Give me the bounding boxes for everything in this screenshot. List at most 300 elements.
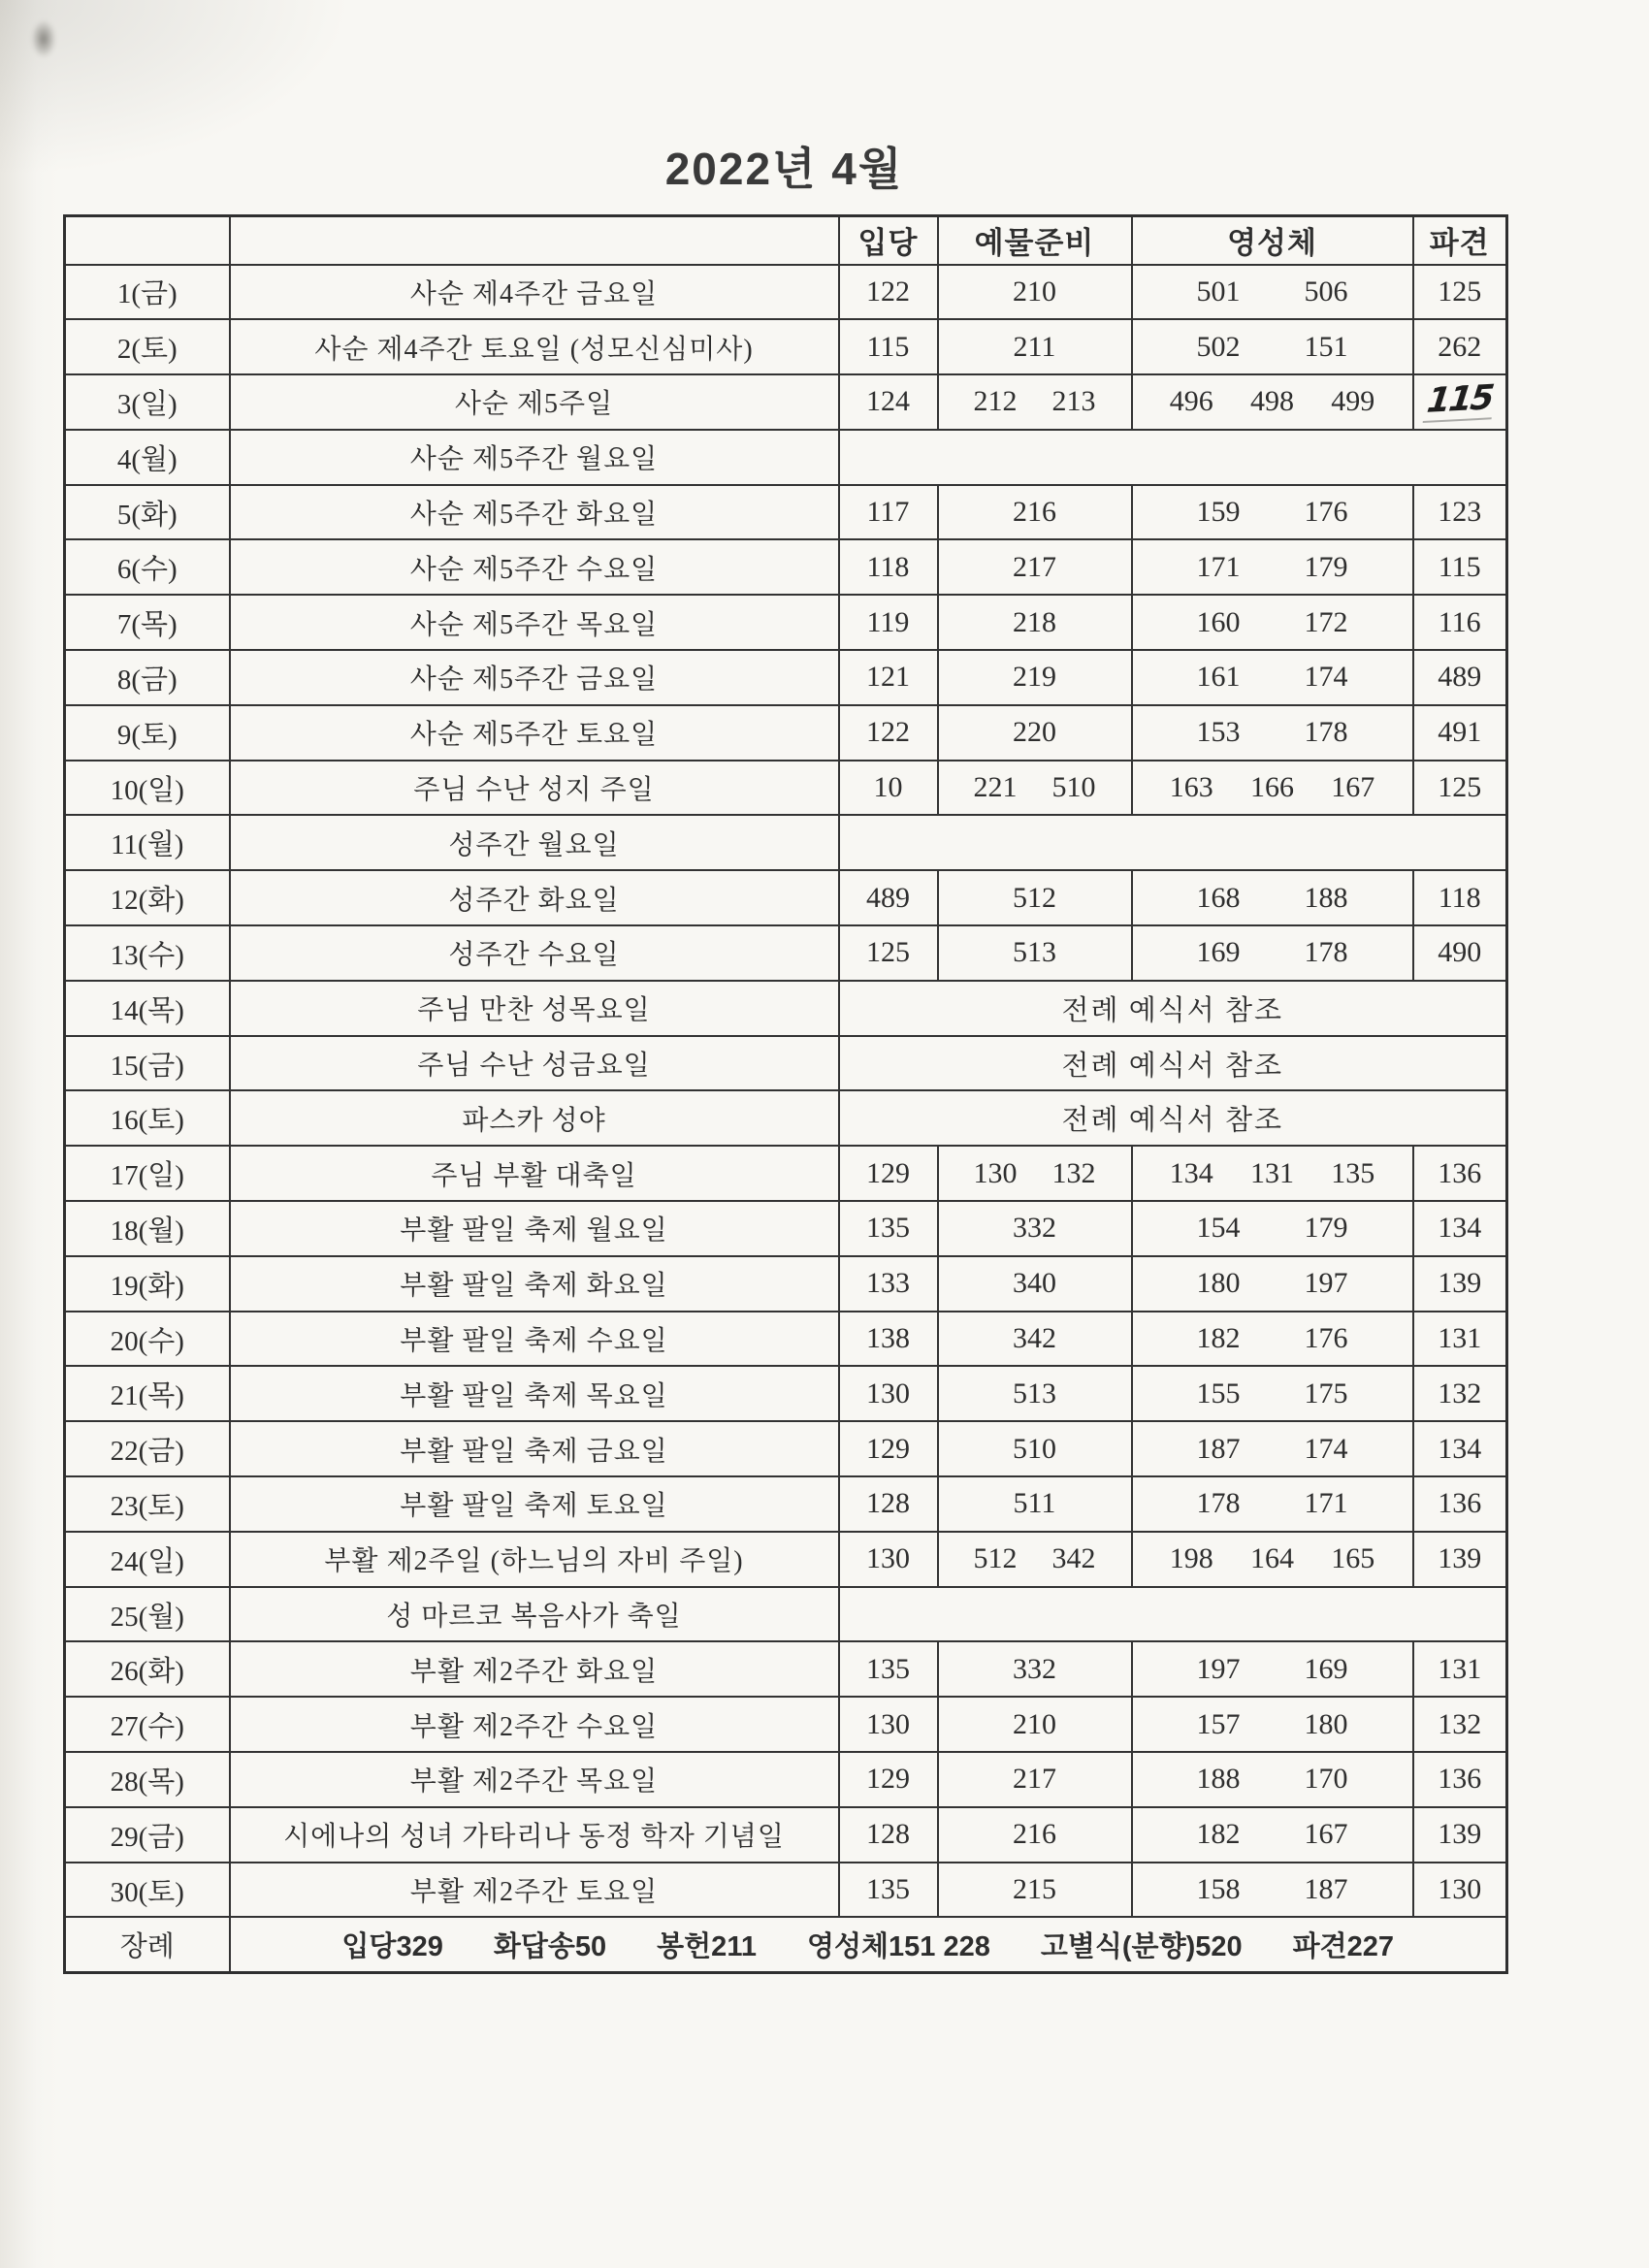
hymn-number-group [939, 716, 1131, 749]
hymn-number: 512 [1013, 881, 1056, 914]
hymn-number-group [1133, 716, 1412, 749]
offertory-hymn-cell [938, 485, 1132, 540]
empty-data-cell [839, 1587, 1507, 1642]
day-cell: 26(화) [65, 1641, 230, 1697]
offertory-hymn-cell [938, 319, 1132, 374]
dismissal-hymn-cell [1413, 1366, 1507, 1421]
header-day [65, 216, 230, 265]
table-row [65, 1256, 1507, 1312]
entrance-hymn-cell: 130 [839, 1532, 938, 1587]
hymn-number: 130 [973, 1156, 1018, 1189]
hymn-number: 502 [1196, 330, 1241, 363]
hymn-number: 125 [1438, 275, 1482, 308]
hymn-number: 180 [1196, 1267, 1241, 1300]
hymn-number: 489 [1438, 661, 1482, 694]
hymn-number-group [1133, 551, 1412, 584]
feast-title-cell: 부활 팔일 축제 수요일 [230, 1312, 839, 1367]
day-cell: 16(토) [65, 1090, 230, 1146]
funeral-hymn-segment: 고별식(분향)520 [1040, 1931, 1243, 1963]
day-cell: 19(화) [65, 1256, 230, 1312]
hymn-number-group [1133, 882, 1412, 915]
dismissal-hymn-cell [1413, 1532, 1507, 1587]
day-cell: 23(토) [65, 1476, 230, 1532]
table-row [65, 539, 1507, 595]
offertory-hymn-cell [938, 870, 1132, 925]
liturgy-note-cell: 전례 예식서 참조 [839, 981, 1507, 1036]
table-row [65, 870, 1507, 925]
feast-title-cell: 부활 팔일 축제 토요일 [230, 1476, 839, 1532]
funeral-hymn-segment: 화답송50 [493, 1931, 607, 1963]
feast-title-cell: 성주간 화요일 [230, 870, 839, 925]
entrance-hymn-cell: 121 [839, 650, 938, 705]
table-row [65, 374, 1507, 430]
header-feast [230, 216, 839, 265]
hymn-number-group [939, 1873, 1131, 1906]
table-row [65, 1090, 1507, 1146]
entrance-hymn-cell: 138 [839, 1312, 938, 1367]
hymn-number: 169 [1304, 1652, 1348, 1685]
table-row [65, 925, 1507, 981]
communion-hymn-cell [1132, 1146, 1413, 1201]
entrance-hymn-cell: 128 [839, 1807, 938, 1863]
table-row [65, 1532, 1507, 1587]
day-cell: 17(일) [65, 1146, 230, 1201]
offertory-hymn-cell [938, 1807, 1132, 1863]
hymn-number-group [939, 1322, 1131, 1355]
table-row [65, 1752, 1507, 1807]
table-row [65, 265, 1507, 320]
hymn-number: 499 [1331, 385, 1375, 418]
day-cell: 10(일) [65, 761, 230, 816]
hymn-number: 118 [1438, 881, 1481, 914]
hymn-number: 198 [1169, 1542, 1213, 1575]
hymn-number-group [939, 936, 1131, 969]
communion-hymn-cell [1132, 650, 1413, 705]
communion-hymn-cell [1132, 870, 1413, 925]
hymn-number: 171 [1196, 550, 1241, 583]
day-cell: 18(월) [65, 1201, 230, 1256]
hymn-number: 168 [1196, 881, 1241, 914]
hymn-number-group [939, 1763, 1131, 1796]
funeral-hymn-segment: 입당329 [341, 1931, 443, 1963]
day-cell: 3(일) [65, 374, 230, 430]
offertory-hymn-cell [938, 761, 1132, 816]
header-entrance: 입당 [839, 216, 938, 265]
entrance-hymn-cell: 119 [839, 595, 938, 650]
feast-title-cell: 사순 제5주간 월요일 [230, 430, 839, 485]
hymn-number-group [939, 606, 1131, 639]
entrance-hymn-cell: 122 [839, 705, 938, 761]
offertory-hymn-cell [938, 1201, 1132, 1256]
funeral-hymns-cell [230, 1917, 1507, 1972]
hymn-number-group [939, 882, 1131, 915]
entrance-hymn-cell: 118 [839, 539, 938, 595]
day-cell: 6(수) [65, 539, 230, 595]
hymn-number: 513 [1013, 936, 1056, 969]
feast-title-cell: 사순 제5주일 [230, 374, 839, 430]
offertory-hymn-cell [938, 1697, 1132, 1752]
entrance-hymn-cell: 129 [839, 1146, 938, 1201]
hymn-number: 179 [1304, 550, 1348, 583]
entrance-hymn-cell: 117 [839, 485, 938, 540]
hymn-number-group [1133, 1433, 1412, 1466]
communion-hymn-cell [1132, 1421, 1413, 1476]
hymn-number: 262 [1438, 330, 1482, 363]
hymn-number: 131 [1250, 1156, 1294, 1189]
hymn-number: 151 [1304, 330, 1348, 363]
table-row [65, 1587, 1507, 1642]
table-row [65, 1036, 1507, 1091]
communion-hymn-cell [1132, 1256, 1413, 1312]
hymn-number: 159 [1196, 496, 1241, 529]
dismissal-hymn-cell [1413, 539, 1507, 595]
hymn-number: 135 [1331, 1156, 1375, 1189]
hymn-number: 132 [1438, 1707, 1482, 1740]
header-offertory: 예물준비 [938, 216, 1132, 265]
feast-title-cell: 주님 부활 대축일 [230, 1146, 839, 1201]
day-cell: 8(금) [65, 650, 230, 705]
offertory-hymn-cell [938, 1421, 1132, 1476]
day-cell: 14(목) [65, 981, 230, 1036]
offertory-hymn-cell [938, 1312, 1132, 1367]
hymn-number: 221 [973, 771, 1018, 804]
entrance-hymn-cell: 128 [839, 1476, 938, 1532]
hymn-number: 154 [1196, 1212, 1241, 1245]
dismissal-hymn-cell [1413, 374, 1507, 430]
hymn-number-group [1133, 1653, 1412, 1686]
day-cell: 1(금) [65, 265, 230, 320]
day-cell: 11(월) [65, 815, 230, 870]
feast-title-cell: 부활 제2주일 (하느님의 자비 주일) [230, 1532, 839, 1587]
dismissal-hymn-cell [1413, 925, 1507, 981]
day-cell: 4(월) [65, 430, 230, 485]
hymn-number: 115 [1438, 550, 1481, 583]
table-row [65, 1641, 1507, 1697]
table-row [65, 485, 1507, 540]
dismissal-hymn-cell [1413, 1752, 1507, 1807]
hymn-number-group [1133, 771, 1412, 804]
hymn-number: 176 [1304, 496, 1348, 529]
hymn-number-group [939, 496, 1131, 529]
hymn-number: 210 [1013, 275, 1056, 308]
header-dismissal: 파견 [1413, 216, 1507, 265]
hymn-number-group [939, 771, 1131, 804]
day-cell: 22(금) [65, 1421, 230, 1476]
hymn-number: 182 [1196, 1818, 1241, 1851]
entrance-hymn-cell: 10 [839, 761, 938, 816]
communion-hymn-cell [1132, 485, 1413, 540]
day-cell: 24(일) [65, 1532, 230, 1587]
dismissal-hymn-cell [1413, 705, 1507, 761]
hymn-table [63, 214, 1508, 1974]
offertory-hymn-cell [938, 595, 1132, 650]
hymn-number: 210 [1013, 1707, 1056, 1740]
hymn-number-group [939, 551, 1131, 584]
empty-data-cell [839, 430, 1507, 485]
communion-hymn-cell [1132, 1366, 1413, 1421]
dismissal-hymn-cell [1413, 595, 1507, 650]
communion-hymn-cell [1132, 1752, 1413, 1807]
hymn-number-group [939, 1542, 1131, 1575]
entrance-hymn-cell: 129 [839, 1421, 938, 1476]
hymn-number: 216 [1013, 496, 1056, 529]
hymn-number: 512 [973, 1542, 1018, 1575]
feast-title-cell: 성 마르코 복음사가 축일 [230, 1587, 839, 1642]
communion-hymn-cell [1132, 1532, 1413, 1587]
dismissal-hymn-cell [1413, 870, 1507, 925]
hymn-number: 513 [1013, 1377, 1056, 1409]
hymn-number: 174 [1304, 1432, 1348, 1465]
dismissal-hymn-cell [1413, 1641, 1507, 1697]
day-cell: 7(목) [65, 595, 230, 650]
hymn-number: 134 [1169, 1156, 1213, 1189]
hymn-number-group [939, 1212, 1131, 1245]
entrance-hymn-cell: 122 [839, 265, 938, 320]
hymn-number-group [939, 385, 1131, 418]
feast-title-cell: 사순 제5주간 금요일 [230, 650, 839, 705]
hymn-number: 187 [1196, 1432, 1241, 1465]
header-row [65, 216, 1507, 265]
hymn-number-group [1133, 606, 1412, 639]
entrance-hymn-cell: 129 [839, 1752, 938, 1807]
table-row [65, 1146, 1507, 1201]
hymn-number-group [1133, 1322, 1412, 1355]
hymn-number: 158 [1196, 1873, 1241, 1905]
hymn-number: 498 [1250, 385, 1294, 418]
dismissal-hymn-cell [1413, 1807, 1507, 1863]
hymn-number-group [1133, 1377, 1412, 1410]
entrance-hymn-cell: 133 [839, 1256, 938, 1312]
hymn-number: 134 [1438, 1212, 1482, 1245]
hymn-number: 139 [1438, 1267, 1482, 1300]
offertory-hymn-cell [938, 265, 1132, 320]
communion-hymn-cell [1132, 705, 1413, 761]
offertory-hymn-cell [938, 1863, 1132, 1918]
feast-title-cell: 부활 제2주간 화요일 [230, 1641, 839, 1697]
hymn-number: 332 [1013, 1212, 1056, 1245]
offertory-hymn-cell [938, 705, 1132, 761]
day-cell: 30(토) [65, 1863, 230, 1918]
communion-hymn-cell [1132, 1476, 1413, 1532]
hymn-number-group [1133, 1487, 1412, 1520]
hymn-number: 176 [1304, 1322, 1348, 1355]
hymn-number: 332 [1013, 1652, 1056, 1685]
dismissal-hymn-cell [1413, 1697, 1507, 1752]
hymn-number: 139 [1438, 1818, 1482, 1851]
feast-title-cell: 사순 제5주간 화요일 [230, 485, 839, 540]
handwritten-number: 115 [1423, 381, 1497, 423]
hymn-number: 180 [1304, 1707, 1348, 1740]
dismissal-hymn-cell [1413, 485, 1507, 540]
table-row [65, 595, 1507, 650]
hymn-number: 139 [1438, 1542, 1482, 1575]
feast-title-cell: 파스카 성야 [230, 1090, 839, 1146]
hymn-number-group [1133, 1763, 1412, 1796]
hymn-number: 153 [1196, 716, 1241, 749]
feast-title-cell: 사순 제5주간 수요일 [230, 539, 839, 595]
liturgy-note-cell: 전례 예식서 참조 [839, 1090, 1507, 1146]
day-cell: 29(금) [65, 1807, 230, 1863]
dismissal-hymn-cell [1413, 650, 1507, 705]
page-title: 2022년 4월 [664, 144, 904, 194]
communion-hymn-cell [1132, 1201, 1413, 1256]
day-cell: 27(수) [65, 1697, 230, 1752]
scan-artifact [27, 14, 60, 64]
dismissal-hymn-cell [1413, 1421, 1507, 1476]
hymn-number: 511 [1013, 1487, 1056, 1520]
offertory-hymn-cell [938, 539, 1132, 595]
offertory-hymn-cell [938, 1532, 1132, 1587]
hymn-number: 171 [1304, 1487, 1348, 1520]
hymn-number: 157 [1196, 1707, 1241, 1740]
feast-title-cell: 사순 제4주간 토요일 (성모신심미사) [230, 319, 839, 374]
hymn-number: 131 [1438, 1652, 1482, 1685]
hymn-number-group [1133, 1212, 1412, 1245]
hymn-number: 219 [1013, 661, 1056, 694]
hymn-number: 131 [1438, 1322, 1482, 1355]
day-cell: 15(금) [65, 1036, 230, 1091]
dismissal-hymn-cell [1413, 1312, 1507, 1367]
table-row [65, 981, 1507, 1036]
hymn-number: 188 [1304, 881, 1348, 914]
communion-hymn-cell [1132, 925, 1413, 981]
feast-title-cell: 사순 제5주간 토요일 [230, 705, 839, 761]
hymn-number: 490 [1438, 936, 1482, 969]
communion-hymn-cell [1132, 319, 1413, 374]
dismissal-hymn-cell [1413, 1201, 1507, 1256]
hymn-number-group [939, 275, 1131, 308]
entrance-hymn-cell: 135 [839, 1863, 938, 1918]
hymn-number-group [939, 1377, 1131, 1410]
day-cell: 2(토) [65, 319, 230, 374]
feast-title-cell: 시에나의 성녀 가타리나 동정 학자 기념일 [230, 1807, 839, 1863]
hymn-number: 506 [1304, 275, 1348, 308]
offertory-hymn-cell [938, 1752, 1132, 1807]
table-row [65, 319, 1507, 374]
hymn-number: 167 [1304, 1818, 1348, 1851]
hymn-number: 217 [1013, 1763, 1056, 1796]
offertory-hymn-cell [938, 374, 1132, 430]
communion-hymn-cell [1132, 1807, 1413, 1863]
hymn-number: 164 [1250, 1542, 1294, 1575]
hymn-number: 116 [1438, 605, 1481, 638]
funeral-hymn-group [231, 1925, 1506, 1964]
entrance-hymn-cell: 130 [839, 1697, 938, 1752]
hymn-number: 163 [1169, 771, 1213, 804]
hymn-number: 187 [1304, 1873, 1348, 1905]
table-row [65, 1807, 1507, 1863]
hymn-number-group [1133, 1708, 1412, 1741]
hymn-number: 496 [1169, 385, 1213, 418]
hymn-number: 510 [1013, 1432, 1056, 1465]
offertory-hymn-cell [938, 925, 1132, 981]
hymn-number: 217 [1013, 550, 1056, 583]
feast-title-cell: 부활 팔일 축제 월요일 [230, 1201, 839, 1256]
hymn-number: 342 [1013, 1322, 1056, 1355]
hymn-number-group [1133, 385, 1412, 418]
hymn-number: 165 [1331, 1542, 1375, 1575]
hymn-number-group [939, 661, 1131, 694]
dismissal-hymn-cell [1413, 1146, 1507, 1201]
feast-title-cell: 주님 만찬 성목요일 [230, 981, 839, 1036]
hymn-number: 220 [1013, 716, 1056, 749]
table-row [65, 761, 1507, 816]
entrance-hymn-cell: 130 [839, 1366, 938, 1421]
communion-hymn-cell [1132, 595, 1413, 650]
hymn-number: 340 [1013, 1267, 1056, 1300]
hymn-number: 501 [1196, 275, 1241, 308]
funeral-hymn-segment: 영성체151 228 [806, 1931, 990, 1963]
hymn-number-group [939, 331, 1131, 364]
hymn-number-group [1133, 1818, 1412, 1851]
communion-hymn-cell [1132, 1697, 1413, 1752]
table-row [65, 815, 1507, 870]
hymn-number-group [939, 1708, 1131, 1741]
hymn-number: 175 [1304, 1377, 1348, 1409]
hymn-number-group [1133, 1542, 1412, 1575]
entrance-hymn-cell: 124 [839, 374, 938, 430]
table-row [65, 1697, 1507, 1752]
hymn-number-group [939, 1267, 1131, 1300]
day-cell: 5(화) [65, 485, 230, 540]
hymn-number-group [1133, 275, 1412, 308]
hymn-number-group [1133, 1873, 1412, 1906]
hymn-number: 510 [1051, 771, 1096, 804]
hymn-number: 178 [1196, 1487, 1241, 1520]
hymn-number: 166 [1250, 771, 1294, 804]
offertory-hymn-cell [938, 1256, 1132, 1312]
hymn-number: 491 [1438, 716, 1482, 749]
dismissal-hymn-cell [1413, 761, 1507, 816]
day-cell: 12(화) [65, 870, 230, 925]
hymn-number: 160 [1196, 605, 1241, 638]
hymn-number: 179 [1304, 1212, 1348, 1245]
feast-title-cell: 부활 팔일 축제 화요일 [230, 1256, 839, 1312]
table-row [65, 650, 1507, 705]
offertory-hymn-cell [938, 1641, 1132, 1697]
offertory-hymn-cell [938, 1366, 1132, 1421]
feast-title-cell: 부활 팔일 축제 목요일 [230, 1366, 839, 1421]
hymn-number-group [939, 1653, 1131, 1686]
day-cell: 13(수) [65, 925, 230, 981]
communion-hymn-cell [1132, 1863, 1413, 1918]
feast-title-cell: 부활 제2주간 수요일 [230, 1697, 839, 1752]
feast-title-cell: 성주간 월요일 [230, 815, 839, 870]
table-row [65, 1366, 1507, 1421]
offertory-hymn-cell [938, 1146, 1132, 1201]
hymn-number: 125 [1438, 771, 1482, 804]
hymn-number-group [1133, 1157, 1412, 1190]
entrance-hymn-cell: 489 [839, 870, 938, 925]
hymn-table-body [65, 265, 1507, 1973]
feast-title-cell: 주님 수난 성금요일 [230, 1036, 839, 1091]
communion-hymn-cell [1132, 1312, 1413, 1367]
hymn-number-group [1133, 661, 1412, 694]
table-row [65, 1421, 1507, 1476]
entrance-hymn-cell: 125 [839, 925, 938, 981]
hymn-number: 169 [1196, 936, 1241, 969]
day-cell: 20(수) [65, 1312, 230, 1367]
day-cell: 21(목) [65, 1366, 230, 1421]
hymn-number: 174 [1304, 661, 1348, 694]
table-row [65, 705, 1507, 761]
hymn-number: 211 [1013, 330, 1056, 363]
hymn-number: 218 [1013, 605, 1056, 638]
table-row [65, 1312, 1507, 1367]
hymn-number: 130 [1438, 1873, 1482, 1905]
feast-title-cell: 사순 제5주간 목요일 [230, 595, 839, 650]
hymn-number: 178 [1304, 716, 1348, 749]
